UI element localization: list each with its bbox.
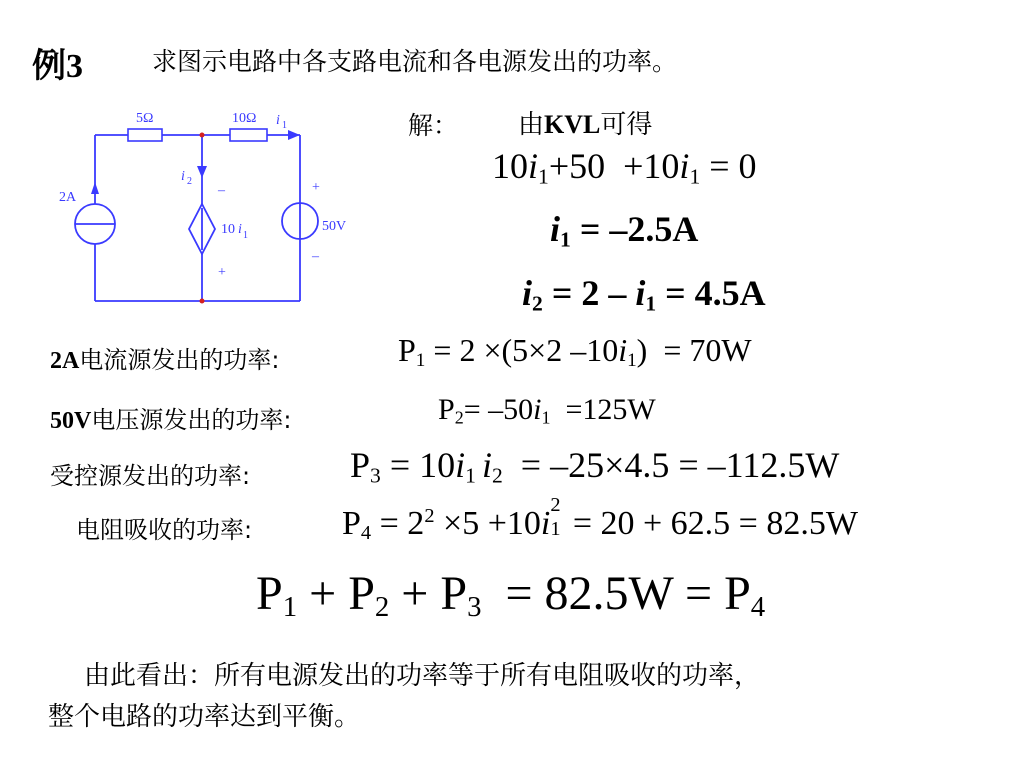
bal-p4: P: [724, 567, 751, 620]
i2-label: i: [181, 169, 185, 184]
resistor-10ohm: [230, 129, 267, 141]
i2-result: [522, 272, 766, 316]
cs-label: 2A: [59, 190, 77, 205]
vs-plus: +: [312, 180, 320, 195]
power1-label-bold: 2A: [50, 348, 80, 374]
i1-sub: 1: [282, 120, 287, 131]
p4-var-sup: 2: [550, 494, 561, 516]
ccvs-minus: –: [218, 183, 225, 198]
p3-symbol: P: [350, 445, 371, 485]
kvl-line: [518, 104, 652, 141]
bal-s4: 4: [750, 591, 766, 624]
eq3-var: i: [522, 273, 533, 313]
resistor-5ohm: [128, 129, 162, 141]
p4-sub: 4: [360, 522, 372, 545]
p4-var: i: [540, 505, 551, 542]
eq1-var2: i: [679, 146, 690, 186]
p3-rhs: = –25×4.5 = –112.5W: [502, 445, 840, 485]
circuit-diagram: [50, 100, 380, 310]
eq3-var2: i: [635, 273, 646, 313]
i2-arrow: [197, 166, 207, 178]
p1-rhs: ) = 70W: [636, 332, 752, 368]
p1-expr: = 2 ×(5×2 –10: [425, 332, 619, 368]
eq1-sub1: 1: [538, 164, 549, 189]
p3-var1: i: [455, 445, 466, 485]
bal-p3: P: [440, 567, 468, 620]
p3-var1-sub: 1: [465, 463, 476, 488]
p4-expr-a: = 2: [371, 505, 425, 542]
p4-sup-a: 2: [424, 504, 435, 527]
p1-var: i: [618, 332, 628, 368]
p1-symbol: P: [398, 332, 416, 368]
eq1-sub2: 1: [689, 164, 701, 189]
conclusion-line2: 整个电路的功率达到平衡。: [48, 702, 361, 732]
power1-label: [50, 340, 279, 375]
eq2-sub: 1: [560, 227, 571, 252]
eq3-sub: 2: [532, 291, 543, 316]
p1-sub: 1: [415, 349, 426, 371]
p1-var-sub: 1: [627, 349, 637, 371]
kvl-post: 可得: [600, 110, 653, 140]
example-label: 例3: [32, 48, 83, 85]
p4-expr-b: ×5 +10: [434, 505, 541, 542]
p3-var2-sub: 2: [491, 463, 503, 488]
p3-expr: = 10: [380, 445, 456, 485]
bal-s1: 1: [282, 591, 298, 624]
power2-label: [50, 400, 291, 435]
eq1-var1: i: [528, 146, 539, 186]
p2-var-sub: 1: [541, 407, 551, 428]
solution-label: 解：: [408, 111, 459, 140]
r1-label: 5Ω: [136, 111, 154, 126]
p2-symbol: P: [438, 393, 455, 426]
eq1-rhs: = 0: [700, 146, 757, 186]
current-source-2a: [75, 182, 115, 244]
i1-result: [550, 208, 698, 252]
conclusion-line1: 由此看出：所有电源发出的功率等于所有电阻吸收的功率，: [84, 661, 761, 691]
bal-plus2: +: [389, 567, 441, 620]
bal-p1: P: [256, 567, 283, 620]
p4-var-sub: 1: [550, 518, 561, 540]
eq3-sub2: 1: [645, 291, 657, 316]
p3-var2: i: [481, 445, 492, 485]
eq3-mid: = 2 –: [542, 273, 636, 313]
ccvs-plus: +: [218, 265, 226, 280]
power1-equation: [398, 332, 752, 372]
p4-rhs: = 20 + 62.5 = 82.5W: [564, 505, 858, 542]
i2-sub: 2: [187, 176, 192, 187]
kvl-word: KVL: [544, 110, 601, 139]
i1-arrow: [288, 130, 300, 140]
eq3-rhs: = 4.5A: [656, 273, 766, 313]
p4-symbol: P: [342, 505, 361, 542]
bal-s2: 2: [374, 591, 390, 624]
ccvs-coef: 10: [221, 222, 235, 237]
power2-label-rest: 电压源发出的功率:: [91, 406, 292, 434]
ccvs-sub: 1: [243, 230, 248, 241]
eq1-mid: +50 +10: [548, 146, 680, 186]
kvl-equation: [492, 145, 757, 189]
eq2-rhs: = –2.5A: [570, 209, 699, 249]
bal-s3: 3: [467, 591, 482, 624]
power2-equation: [438, 393, 656, 429]
balance-equation: [256, 566, 765, 624]
voltage-source-50v: [282, 203, 318, 239]
p2-var: i: [533, 393, 542, 426]
problem-statement: 求图示电路中各支路电流和各电源发出的功率。: [152, 47, 678, 76]
power2-label-bold: 50V: [50, 408, 92, 434]
bal-p2: P: [348, 567, 375, 620]
power4-label: 电阻吸收的功率:: [76, 516, 253, 544]
power1-label-rest: 电流源发出的功率:: [79, 346, 280, 374]
eq2-var: i: [550, 209, 561, 249]
node-top: [200, 133, 205, 138]
bal-plus1: +: [297, 567, 349, 620]
p2-rhs: =125W: [550, 393, 656, 426]
p2-sub: 2: [454, 407, 464, 428]
power4-equation: [342, 494, 858, 545]
p3-sub: 3: [370, 463, 381, 488]
power3-label: 受控源发出的功率:: [50, 462, 251, 490]
r2-label: 10Ω: [232, 111, 257, 126]
vs-minus: –: [312, 249, 319, 264]
vs-label: 50V: [322, 219, 347, 234]
ccvs-var: i: [238, 222, 242, 237]
power3-equation: [350, 444, 839, 488]
kvl-pre: 由: [518, 110, 545, 140]
i1-label: i: [276, 113, 280, 128]
p2-expr: = –50: [463, 393, 534, 426]
eq1-coef: 10: [492, 146, 528, 186]
bal-mid: = 82.5W =: [481, 567, 725, 620]
node-bottom: [200, 299, 205, 304]
